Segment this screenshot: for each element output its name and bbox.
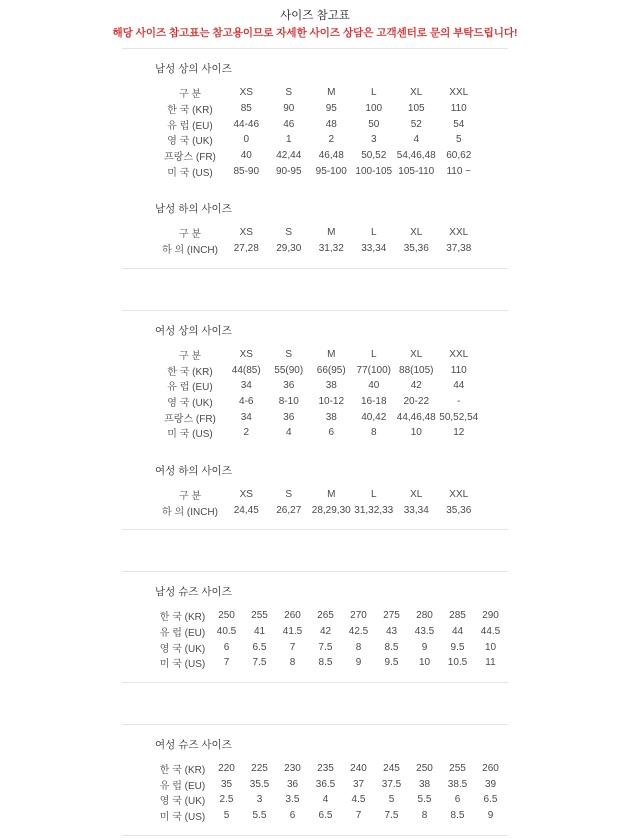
table-row	[155, 502, 480, 518]
size-value: 225	[251, 763, 268, 775]
size-value: 220	[218, 763, 235, 775]
size-value: 2.5	[219, 794, 234, 806]
table-row	[155, 761, 507, 777]
size-value: 255	[251, 610, 268, 622]
size-value: 42,44	[276, 150, 302, 162]
size-value: 3	[370, 134, 377, 146]
size-value: XS	[239, 488, 253, 500]
size-value: L	[370, 87, 377, 99]
table-row	[155, 116, 480, 132]
size-value: 270	[350, 610, 367, 622]
size-value: 38.5	[447, 778, 468, 790]
size-value: XXL	[449, 488, 469, 500]
size-value: 6.5	[483, 794, 498, 806]
size-value: 88(105)	[399, 364, 434, 376]
size-value: 7.5	[384, 810, 399, 822]
section-mens-clothing	[122, 48, 508, 269]
size-value: 2	[328, 134, 335, 146]
size-table	[155, 225, 480, 256]
size-table	[155, 487, 480, 518]
size-value: 3.5	[285, 794, 300, 806]
size-value: 5	[388, 794, 395, 806]
size-value: 235	[317, 763, 334, 775]
table-title: 남성 상의 사이즈	[155, 63, 232, 75]
table-row	[155, 378, 480, 394]
size-value: 110 ~	[446, 165, 472, 177]
size-value: 260	[482, 763, 499, 775]
size-value: 5	[455, 134, 462, 146]
row-label: 영 국 (UK)	[167, 136, 213, 148]
size-value: M	[327, 227, 336, 239]
size-value: 28,29,30	[311, 504, 351, 516]
table-row	[155, 624, 507, 640]
size-value: 230	[284, 763, 301, 775]
table-title: 남성 슈즈 사이즈	[155, 586, 232, 598]
size-value: 36.5	[315, 778, 336, 790]
table-row	[155, 347, 480, 363]
row-label: 한 국 (KR)	[167, 105, 213, 117]
table-row	[155, 792, 507, 808]
size-value: L	[370, 227, 377, 239]
size-value: 9.5	[384, 657, 399, 669]
size-value: XL	[410, 488, 423, 500]
size-value: 90	[283, 103, 295, 115]
size-value: 54	[453, 118, 465, 130]
size-value: XL	[410, 87, 423, 99]
size-value: 10.5	[447, 657, 468, 669]
row-label: 유 럽 (EU)	[159, 780, 206, 792]
size-value: 35,36	[403, 243, 429, 255]
size-value: 44	[451, 626, 464, 638]
row-label: 유 럽 (EU)	[159, 628, 206, 640]
size-value: 12	[453, 427, 465, 439]
size-value: 8	[355, 641, 362, 653]
size-value: 44(85)	[231, 364, 261, 376]
size-value: 7	[355, 810, 362, 822]
size-value: 85	[240, 103, 252, 115]
size-value: 260	[284, 610, 301, 622]
table-row	[155, 85, 480, 101]
size-value: L	[370, 348, 377, 360]
table-row	[155, 394, 480, 410]
size-value: 37.5	[381, 778, 402, 790]
size-value: 77(100)	[356, 364, 391, 376]
size-value: 31,32	[318, 243, 344, 255]
size-value: 46,48	[318, 150, 344, 162]
size-value: 33,34	[361, 243, 387, 255]
size-value: XL	[410, 348, 423, 360]
size-value: 42.5	[348, 626, 369, 638]
table-row	[155, 163, 480, 179]
size-value: 35,36	[446, 504, 472, 516]
row-label: 하 의 (INCH)	[162, 245, 218, 257]
size-value: 38	[325, 411, 337, 423]
size-value: 0	[243, 134, 250, 146]
table-title: 여성 하의 사이즈	[155, 464, 232, 477]
size-table	[155, 608, 507, 671]
row-label: 미 국 (US)	[159, 812, 206, 824]
section-womens-shoes	[122, 724, 508, 836]
size-value: XS	[239, 87, 253, 99]
size-value: 10	[484, 641, 497, 653]
size-table	[155, 85, 480, 179]
size-value: 48	[325, 118, 337, 130]
table-row	[155, 776, 507, 792]
section-mens-shoes	[122, 571, 508, 683]
size-value: 95	[325, 103, 337, 115]
size-value: XXL	[449, 227, 469, 239]
size-value: XL	[410, 227, 423, 239]
size-value: 105-110	[398, 165, 435, 177]
size-value: 9	[355, 657, 362, 669]
size-value: 10	[418, 657, 431, 669]
size-value: XXL	[449, 87, 469, 99]
size-value: 100-105	[355, 165, 393, 177]
size-value: 11	[485, 657, 496, 669]
size-value: 4	[285, 427, 292, 439]
size-value: 4.5	[351, 794, 366, 806]
size-value: 44.5	[480, 626, 501, 638]
size-value: 33,34	[403, 504, 429, 516]
table-row	[155, 639, 507, 655]
size-value: 1	[285, 134, 292, 146]
table-row	[155, 425, 480, 441]
size-value: 44-46	[233, 118, 260, 130]
section-womens-clothing	[122, 310, 508, 531]
size-value: L	[370, 488, 377, 500]
size-value: 42	[319, 626, 332, 638]
size-value: 36	[283, 411, 295, 423]
table-row	[155, 225, 480, 241]
size-value: 16-18	[360, 395, 387, 407]
table-row	[155, 148, 480, 164]
size-value: 24,45	[233, 504, 259, 516]
row-label: 구 분	[178, 229, 202, 241]
table-title: 여성 상의 사이즈	[155, 324, 232, 337]
size-value: 6.5	[318, 810, 333, 822]
size-value: 105	[407, 103, 425, 115]
size-value: 40	[368, 380, 380, 392]
size-value: XS	[239, 227, 253, 239]
size-value: S	[285, 488, 293, 500]
size-value: 39	[484, 778, 497, 790]
table-row	[155, 362, 480, 378]
size-value: XS	[239, 348, 253, 360]
size-value: 6	[454, 794, 461, 806]
size-table	[155, 347, 480, 441]
size-sections	[122, 48, 508, 836]
size-value: 9	[487, 810, 494, 822]
size-value: 40,42	[361, 411, 387, 423]
size-value: S	[285, 227, 293, 239]
size-value: S	[285, 87, 293, 99]
size-value: 37,38	[446, 243, 472, 255]
size-value: 54,46,48	[396, 150, 436, 162]
size-value: 250	[416, 763, 433, 775]
size-value: M	[327, 348, 336, 360]
table-row	[155, 101, 480, 117]
row-label: 영 국 (UK)	[159, 796, 206, 808]
size-value: 6	[223, 641, 230, 653]
size-value: 50,52,54	[439, 411, 479, 423]
size-value: 2	[243, 427, 250, 439]
table-row	[155, 409, 480, 425]
size-value: 29,30	[276, 243, 302, 255]
size-value: 4	[322, 794, 329, 806]
size-value: 55(90)	[274, 364, 304, 376]
size-value: 255	[449, 763, 466, 775]
size-value: 240	[350, 763, 367, 775]
size-value: 41.5	[282, 626, 303, 638]
size-value: 100	[365, 103, 383, 115]
size-value: 40.5	[216, 626, 237, 638]
size-value: 9	[421, 641, 428, 653]
size-value: 34	[240, 411, 252, 423]
size-value: 85-90	[233, 165, 260, 177]
row-label: 영 국 (UK)	[167, 397, 213, 409]
size-value: 4-6	[239, 395, 254, 407]
size-value: M	[327, 87, 336, 99]
size-value: 7.5	[252, 657, 267, 669]
row-label: 하 의 (INCH)	[162, 506, 218, 518]
size-value: 66(95)	[316, 364, 346, 376]
size-value: 41	[253, 626, 266, 638]
row-label: 프랑스 (FR)	[164, 413, 216, 425]
table-row	[155, 132, 480, 148]
size-value: S	[285, 348, 293, 360]
size-value: 3	[256, 794, 263, 806]
size-value: 50,52	[361, 150, 387, 162]
size-value: 5.5	[417, 794, 432, 806]
size-value: 290	[482, 610, 499, 622]
size-value: 8.5	[384, 641, 399, 653]
size-value: 35	[220, 778, 233, 790]
table-row	[155, 808, 507, 824]
size-value: 42	[410, 380, 422, 392]
table-row	[155, 608, 507, 624]
size-value: 31,32,33	[354, 504, 394, 516]
size-value: 8	[289, 657, 296, 669]
size-value: 90-95	[275, 165, 302, 177]
size-value: 250	[218, 610, 235, 622]
table-title: 남성 하의 사이즈	[155, 203, 232, 216]
size-value: 7	[223, 657, 230, 669]
size-value: 46	[283, 118, 295, 130]
size-value: 4	[413, 134, 420, 146]
size-value: 5.5	[252, 810, 267, 822]
row-label: 구 분	[178, 89, 202, 101]
row-label: 유 럽 (EU)	[167, 382, 213, 394]
size-table	[155, 761, 507, 824]
size-value: 52	[410, 118, 422, 130]
row-label: 한 국 (KR)	[167, 366, 213, 378]
size-value: 110	[450, 364, 467, 376]
size-value: 8-10	[278, 395, 299, 407]
size-value: 6	[328, 427, 335, 439]
size-value: 5	[223, 810, 230, 822]
size-value: 36	[286, 778, 299, 790]
size-value: 265	[317, 610, 334, 622]
size-value: 285	[449, 610, 466, 622]
size-value: 6.5	[252, 641, 267, 653]
size-value: 10-12	[318, 395, 345, 407]
row-label: 구 분	[178, 490, 202, 502]
size-value: 8	[421, 810, 428, 822]
table-row	[155, 655, 507, 671]
size-value: 275	[383, 610, 400, 622]
size-value: 40	[240, 150, 252, 162]
size-value: 36	[283, 380, 295, 392]
table-row	[155, 241, 480, 257]
size-value: 37	[352, 778, 365, 790]
size-value: -	[457, 395, 461, 407]
size-value: M	[327, 488, 336, 500]
row-label: 한 국 (KR)	[159, 612, 206, 624]
size-value: XXL	[449, 348, 469, 360]
row-label: 구 분	[178, 350, 202, 362]
table-row	[155, 487, 480, 503]
size-value: 110	[450, 103, 467, 115]
size-value: 43	[385, 626, 398, 638]
size-value: 8.5	[318, 657, 333, 669]
size-value: 7.5	[318, 641, 333, 653]
size-value: 6	[289, 810, 296, 822]
size-value: 280	[416, 610, 433, 622]
size-value: 38	[325, 380, 337, 392]
size-value: 34	[240, 380, 252, 392]
size-value: 60,62	[446, 150, 472, 162]
row-label: 유 럽 (EU)	[167, 120, 213, 132]
size-value: 7	[289, 641, 296, 653]
size-value: 8.5	[450, 810, 465, 822]
row-label: 한 국 (KR)	[159, 765, 206, 777]
size-value: 9.5	[450, 641, 465, 653]
row-label: 영 국 (UK)	[159, 643, 206, 655]
row-label: 미 국 (US)	[167, 429, 213, 441]
size-value: 44,46,48	[396, 411, 436, 423]
table-title: 여성 슈즈 사이즈	[155, 738, 232, 751]
size-value: 26,27	[276, 504, 302, 516]
size-value: 8	[370, 427, 377, 439]
size-value: 43.5	[414, 626, 435, 638]
size-value: 35.5	[249, 778, 270, 790]
size-value: 38	[418, 778, 431, 790]
size-value: 50	[368, 118, 380, 130]
size-value: 27,28	[233, 243, 259, 255]
row-label: 미 국 (US)	[159, 659, 206, 671]
size-value: 20-22	[403, 395, 430, 407]
size-value: 245	[383, 763, 400, 775]
reference-notice: 해당 사이즈 참고표는 참고용이므로 자세한 사이즈 상담은 고객센터로 문의 부탁드립니다!	[112, 27, 518, 39]
size-value: 95-100	[315, 165, 347, 177]
page-title: 사이즈 참고표	[280, 10, 350, 22]
size-value: 44	[453, 380, 465, 392]
row-label: 미 국 (US)	[167, 167, 213, 179]
row-label: 프랑스 (FR)	[164, 152, 216, 164]
size-value: 10	[410, 427, 422, 439]
